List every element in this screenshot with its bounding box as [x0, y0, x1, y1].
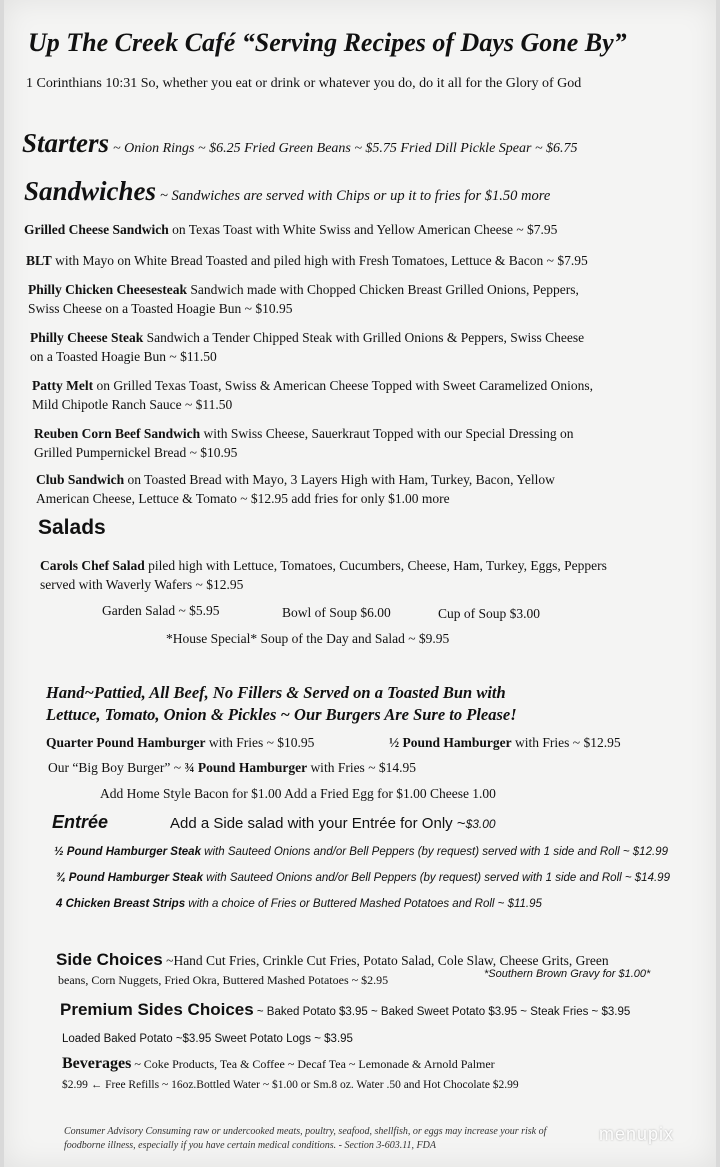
burger-name: ¾ Pound Hamburger — [184, 760, 308, 775]
salads-heading: Salads — [38, 516, 106, 539]
cup-of-soup: Cup of Soup $3.00 — [438, 606, 541, 621]
beverages — [62, 1055, 495, 1073]
half-pound-burger — [389, 733, 621, 752]
sandwich-desc: on Toasted Bread with Mayo, 3 Layers High with Ham, Turkey, Bacon, Yellow — [124, 472, 555, 487]
burger-name: Quarter Pound Hamburger — [46, 735, 206, 750]
burger-addons: Add Home Style Bacon for $1.00 Add a Fried Egg for $1.00 Cheese 1.00 — [100, 786, 496, 801]
burgers-heading-line1: Hand~Pattied, All Beef, No Fillers & Served on a Toasted Bun with — [46, 683, 506, 702]
starters-section — [22, 128, 578, 159]
advisory-line2: foodborne illness, especially if you have certain medical conditions. - Section 3-603.11, FDA — [64, 1140, 436, 1151]
entree-desc: with Sauteed Onions and/or Bell Peppers (by request) served with 1 side and Roll ~ $14.99 — [202, 872, 670, 884]
sandwich-name: Philly Cheese Steak — [30, 330, 144, 345]
burger-desc: with Fries ~ $12.95 — [511, 735, 621, 750]
consumer-advisory — [64, 1125, 546, 1153]
sandwich-item — [32, 376, 593, 414]
advisory-line1: Consumer Advisory Consuming raw or undercooked meats, poultry, seafood, shellfish, or eggs may increase your risk of — [64, 1126, 547, 1137]
menu-title: Up The Creek Café “Serving Recipes of Days Gone By” — [28, 28, 627, 57]
sandwich-name: Patty Melt — [32, 378, 94, 393]
sandwich-item — [30, 328, 584, 366]
sandwich-desc-cont: Swiss Cheese on a Toasted Hoagie Bun ~ $10.95 — [28, 301, 293, 316]
sandwich-name: Reuben Corn Beef Sandwich — [34, 426, 201, 441]
entree-item — [56, 872, 670, 884]
brown-gravy: *Southern Brown Gravy for $1.00* — [484, 968, 651, 980]
side-choices — [56, 950, 609, 970]
entree-note-text: Add a Side salad with your Entrée for Only ~ — [170, 815, 466, 832]
sandwich-desc: Sandwich made with Chopped Chicken Breast Grilled Onions, Peppers, — [187, 282, 579, 297]
sandwich-name: BLT — [26, 253, 52, 268]
entree-heading: Entrée — [52, 812, 109, 832]
scripture-verse: 1 Corinthians 10:31 So, whether you eat or drink or whatever you do, do it all for the Glory of God — [26, 76, 582, 91]
sandwich-name: Philly Chicken Cheesesteak — [28, 282, 188, 297]
sandwich-desc-cont: Grilled Pumpernickel Bread ~ $10.95 — [34, 445, 238, 460]
sandwiches-heading: Sandwiches — [24, 176, 157, 206]
sandwich-item — [24, 220, 557, 239]
premium-sides — [60, 1000, 630, 1020]
sandwich-desc-cont: on a Toasted Hoagie Bun ~ $11.50 — [30, 349, 217, 364]
sandwich-item — [28, 280, 579, 318]
sandwich-item — [26, 251, 588, 270]
big-boy-burger — [48, 758, 416, 777]
entree-name: ½ Pound Hamburger Steak — [54, 846, 201, 858]
sandwiches-header — [24, 176, 550, 207]
sandwich-desc: Sandwich a Tender Chipped Steak with Grilled Onions & Peppers, Swiss Cheese — [143, 330, 585, 345]
starters-heading: Starters — [22, 128, 110, 158]
menu-sheet — [4, 0, 716, 1167]
sandwich-item — [34, 424, 574, 462]
burger-desc: with Fries ~ $14.95 — [307, 760, 416, 775]
burger-prefix: Our “Big Boy Burger” ~ — [48, 760, 185, 775]
entree-name: 4 Chicken Breast Strips — [56, 898, 186, 910]
chef-salad-name: Carols Chef Salad — [40, 558, 145, 573]
entree-item — [54, 846, 668, 858]
entree-item — [56, 898, 542, 910]
beverages-heading: Beverages — [62, 1055, 132, 1072]
bowl-of-soup: Bowl of Soup $6.00 — [282, 605, 391, 620]
menupix-watermark: menupix — [598, 1124, 674, 1144]
premium-sides-heading: Premium Sides Choices — [60, 1000, 254, 1019]
premium-sides-line2: Loaded Baked Potato ~$3.95 Sweet Potato Logs ~ $3.95 — [62, 1033, 353, 1045]
entree-desc: with Sauteed Onions and/or Bell Peppers (by request) served with 1 side and Roll ~ $12.99 — [200, 846, 668, 858]
chef-salad-item — [40, 556, 607, 594]
sandwich-name: Club Sandwich — [36, 472, 125, 487]
entree-note-price: $3.00 — [465, 817, 496, 831]
entree-note — [170, 815, 496, 832]
house-special: *House Special* Soup of the Day and Salad ~ $9.95 — [166, 631, 450, 646]
burgers-heading-line2: Lettuce, Tomato, Onion & Pickles ~ Our Burgers Are Sure to Please! — [46, 705, 517, 724]
burgers-heading — [46, 682, 517, 726]
sandwich-name: Grilled Cheese Sandwich — [24, 222, 169, 237]
side-choices-heading: Side Choices — [56, 950, 163, 969]
burger-desc: with Fries ~ $10.95 — [205, 735, 315, 750]
garden-salad: Garden Salad ~ $5.95 — [102, 603, 220, 618]
sandwich-desc: on Texas Toast with White Swiss and Yellow American Cheese ~ $7.95 — [168, 222, 558, 237]
beverages-line1: ~ Coke Products, Tea & Coffee ~ Decaf Tea ~ Lemonade & Arnold Palmer — [131, 1057, 495, 1071]
sandwich-desc: with Swiss Cheese, Sauerkraut Topped with our Special Dressing on — [200, 426, 574, 441]
beverages-line2: $2.99 ← Free Refills ~ 16oz.Bottled Water ~ $1.00 or Sm.8 oz. Water .50 and Hot Chocolate $2.99 — [62, 1079, 519, 1091]
sandwich-item — [36, 470, 555, 508]
sandwich-desc: on Grilled Texas Toast, Swiss & American Cheese Topped with Sweet Caramelized Onions, — [93, 378, 594, 393]
sandwiches-note: ~ Sandwiches are served with Chips or up it to fries for $1.50 more — [160, 188, 551, 204]
chef-salad-desc-cont: served with Waverly Wafers ~ $12.95 — [40, 577, 244, 592]
chef-salad-desc: piled high with Lettuce, Tomatoes, Cucumbers, Cheese, Ham, Turkey, Eggs, Peppers — [144, 558, 607, 573]
quarter-pound-burger — [46, 733, 314, 752]
side-choices-line2: beans, Corn Nuggets, Fried Okra, Buttered Mashed Potatoes ~ $2.95 — [58, 973, 389, 987]
starters-items: ~ Onion Rings ~ $6.25 Fried Green Beans ~ $5.75 Fried Dill Pickle Spear ~ $6.75 — [113, 141, 578, 156]
side-choices-line1: ~Hand Cut Fries, Crinkle Cut Fries, Potato Salad, Cole Slaw, Cheese Grits, Green — [162, 953, 609, 968]
entree-desc: with a choice of Fries or Buttered Mashed Potatoes and Roll ~ $11.95 — [185, 898, 542, 910]
premium-sides-line1: ~ Baked Potato $3.95 ~ Baked Sweet Potato $3.95 ~ Steak Fries ~ $3.95 — [253, 1006, 631, 1018]
entree-name: ¾ Pound Hamburger Steak — [56, 872, 203, 884]
sandwich-desc-cont: Mild Chipotle Ranch Sauce ~ $11.50 — [32, 397, 233, 412]
burger-name: ½ Pound Hamburger — [389, 735, 512, 750]
sandwich-desc-cont: American Cheese, Lettuce & Tomato ~ $12.95 add fries for only $1.00 more — [36, 491, 450, 506]
sandwich-desc: with Mayo on White Bread Toasted and piled high with Fresh Tomatoes, Lettuce & Bacon ~ $7.95 — [51, 253, 588, 268]
